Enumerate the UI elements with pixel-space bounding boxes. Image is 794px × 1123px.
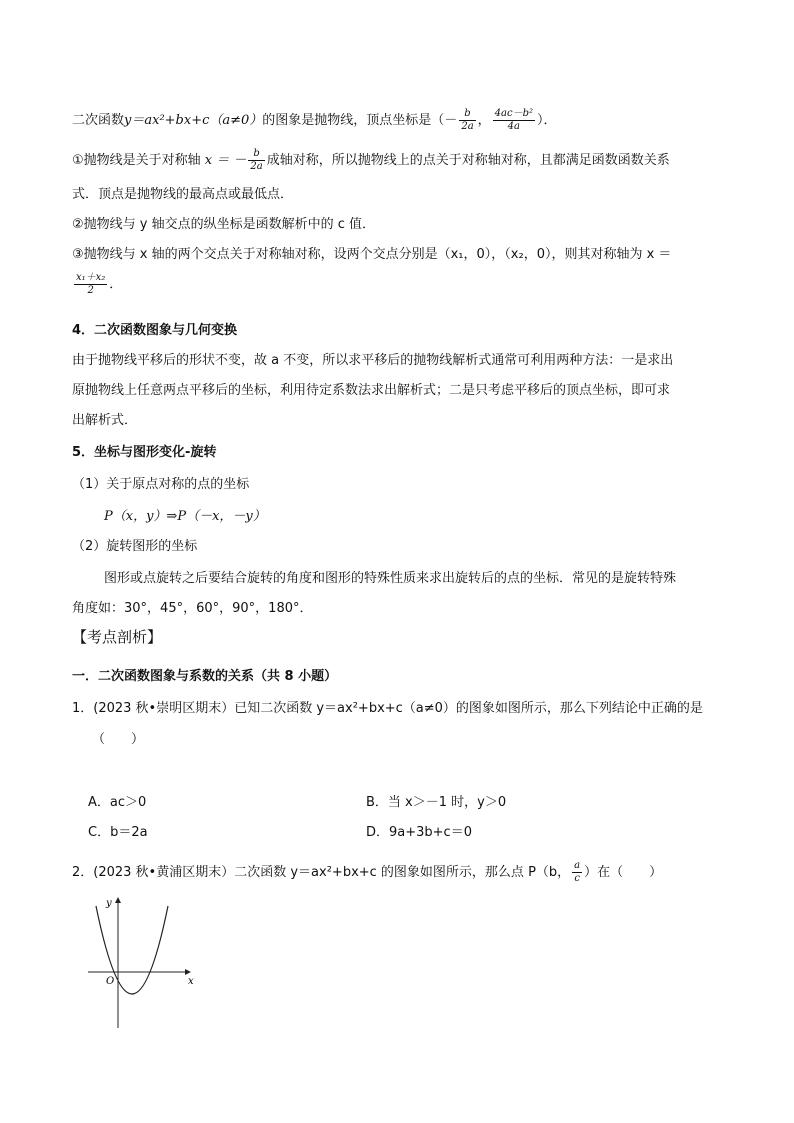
question-1-stem: 1．(2023 秋•崇明区期末）已知二次函数 y＝ax²+bx+c（a≠0）的图象如图所示，那么下列结论中正确的是 — [72, 701, 703, 716]
q1-option-b[interactable]: B．当 x＞－1 时，y＞0 — [366, 795, 507, 810]
item-1-continued: 式．顶点是抛物线的最高点或最低点． — [72, 187, 294, 202]
fraction-vertex-x: $\frac{b}{2a}$ — [461, 108, 474, 132]
item-3: ③抛物线与 x 轴的两个交点关于对称轴对称，设两个交点分别是（x₁，0），（x₂，0），则其对称轴为 x ＝ — [72, 247, 672, 262]
text-segment: 二次函数 — [72, 113, 125, 128]
question-2-stem: 2．(2023 秋•黄浦区期末）二次函数 y＝ax²+bx+c 的图象如图所示，那么点 P（b， $\frac{a}{c}$ ）在（ ） — [72, 860, 663, 884]
item-1: ①抛物线是关于对称轴 x ＝ － $\frac{b}{2a}$ 成轴对称，所以抛物线上的点关于对称轴对称，且都满足函数函数关系 — [72, 148, 670, 172]
section-5-sub1: （1）关于原点对称的点的坐标 — [72, 477, 250, 492]
x-axis-label: x — [188, 976, 194, 987]
section-4-p3: 出解析式． — [72, 413, 138, 428]
axis-formula: x ＝ － — [204, 153, 247, 168]
vertex-paragraph: 二次函数y＝ax²+bx+c（a≠0）的图象是抛物线，顶点坐标是（－ $\frac{b}{2a}$ ， $\frac{\text{4ac－b²}}{4a}$ ）． — [72, 108, 557, 132]
q1-option-d[interactable]: D．9a+3b+c＝0 — [366, 825, 472, 840]
section-5-title: 5．坐标与图形变化-旋转 — [72, 445, 217, 460]
y-axis-label: y — [106, 898, 112, 909]
parabola-graph — [84, 892, 204, 1032]
fraction-vertex-y: $\frac{\text{4ac－b²}}{4a}$ — [494, 108, 534, 132]
section-5-sub2: （2）旋转图形的坐标 — [72, 539, 198, 554]
section-4-p2: 原抛物线上任意两点平移后的坐标，利用待定系数法求出解析式；二是只考虑平移后的顶点坐标，即可求 — [72, 383, 671, 398]
section-4-p1: 由于抛物线平移后的形状不变，故 a 不变，所以求平移后的抛物线解析式通常可利用两种方法：一是求出 — [72, 353, 674, 368]
question-1-blank: （ ） — [92, 732, 145, 747]
section-5-sub2-p2: 角度如：30°，45°，60°，90°，180°． — [72, 601, 313, 616]
section-4-title: 4．二次函数图象与几何变换 — [72, 323, 238, 338]
section-5-sub1-formula: P（x，y）⇒P（－x，－y） — [104, 509, 266, 524]
fraction-axis: $\frac{b}{2a}$ — [250, 148, 263, 172]
q1-option-c[interactable]: C．b＝2a — [88, 825, 148, 840]
item-2: ②抛物线与 y 轴交点的纵坐标是函数解析中的 c 值． — [72, 217, 376, 232]
function-formula: y＝ax²+bx+c（a≠0） — [124, 113, 263, 128]
origin-label: O — [106, 976, 115, 987]
text-segment: 的图象是抛物线，顶点坐标是（ — [262, 113, 445, 128]
fraction-a-over-c: $\frac{a}{c}$ — [574, 860, 581, 884]
part-1-title: 一．二次函数图象与系数的关系（共 8 小题） — [72, 669, 338, 684]
q1-option-a[interactable]: A．ac＞0 — [88, 795, 147, 810]
section-5-sub2-p1: 图形或点旋转之后要结合旋转的角度和图形的特殊性质来求出旋转后的点的坐标．常见的是旋转特殊 — [104, 571, 677, 586]
fraction-axis-midpoint: $\frac{\text{x₁＋x₂}}{2}$ — [76, 272, 106, 296]
text-segment: ）． — [537, 113, 557, 128]
analysis-heading: 【考点剖析】 — [72, 628, 163, 646]
item-3-fraction: $\frac{\text{x₁＋x₂}}{2}$ ． — [76, 272, 123, 296]
